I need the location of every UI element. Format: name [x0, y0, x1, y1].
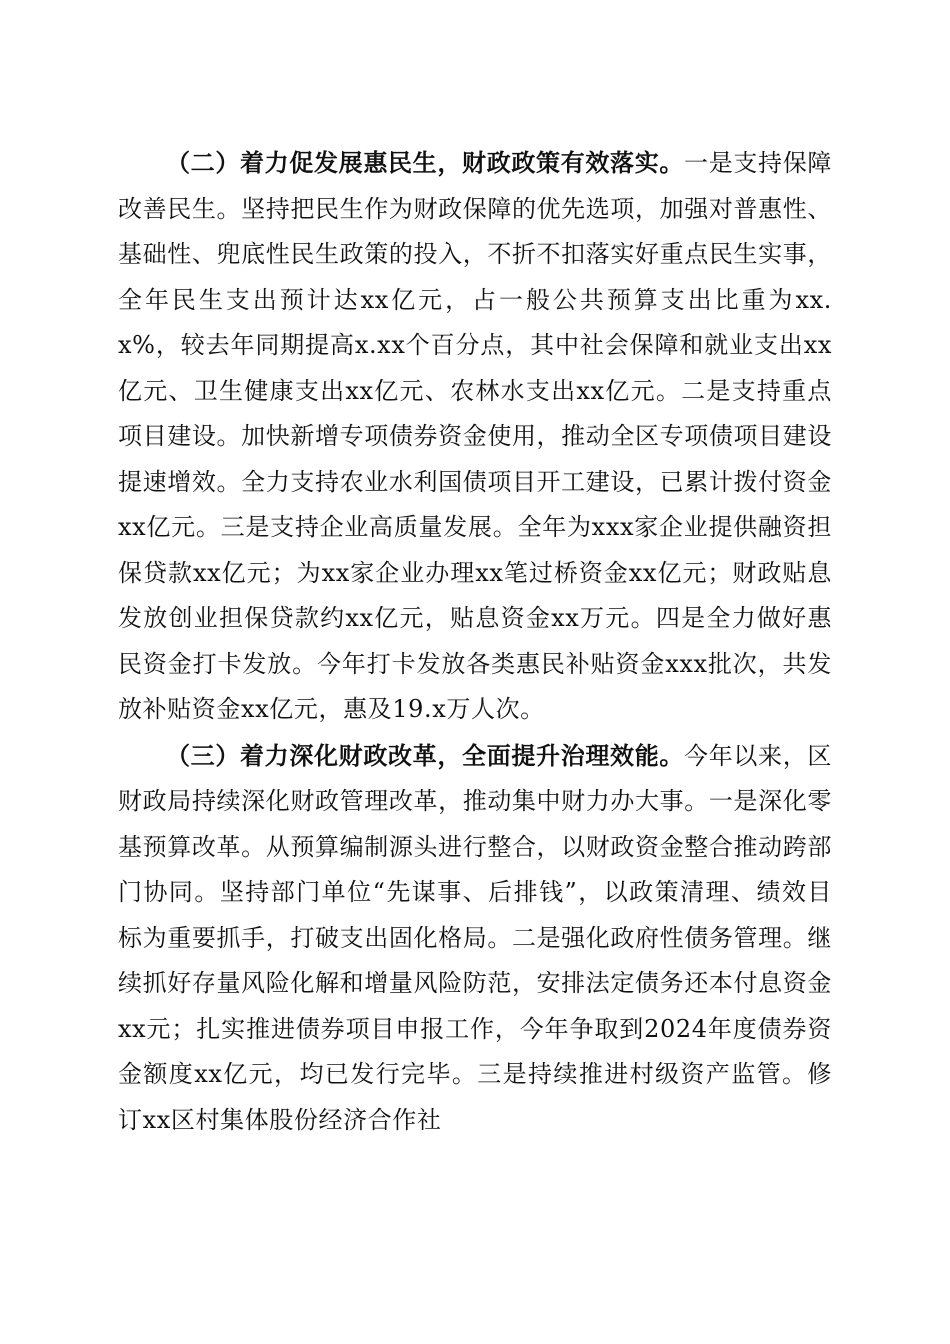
- paragraph-section-two: [118, 140, 832, 733]
- section-three-body: 今年以来，区财政局持续深化财政管理改革，推动集中财力办大事。一是深化零基预算改革。从预算编制源头进行整合，以财政资金整合推动跨部门协同。坚持部门单位“先谋事、后排钱”，以政策清理、绩效目标为重要抓手，打破支出固化格局。二是强化政府性债务管理。继续抓好存量风险化解和增量风险防范，安排法定债务还本付息资金xx元；扎实推进债券项目申报工作，今年争取到2024年度债券资金额度xx亿元，均已发行完毕。三是持续推进村级资产监管。修订xx区村集体股份经济合作社: [118, 741, 832, 1134]
- section-two-body: 一是支持保障改善民生。坚持把民生作为财政保障的优先选项，加强对普惠性、基础性、兜底性民生政策的投入，不折不扣落实好重点民生实事，全年民生支出预计达xx亿元，占一般公共预算支出比重为xx.x%，较去年同期提高x.xx个百分点，其中社会保障和就业支出xx亿元、卫生健康支出xx亿元、农林水支出xx亿元。二是支持重点项目建设。加快新增专项债券资金使用，推动全区专项债项目建设提速增效。全力支持农业水利国债项目开工建设，已累计拨付资金xx亿元。三是支持企业高质量发展。全年为xxx家企业提供融资担保贷款xx亿元；为xx家企业办理xx笔过桥资金xx亿元；财政贴息发放创业担保贷款约xx亿元，贴息资金xx万元。四是全力做好惠民资金打卡发放。今年打卡发放各类惠民补贴资金xxx批次，共发放补贴资金xx亿元，惠及19.x万人次。: [118, 149, 832, 723]
- section-two-heading: （二）着力促发展惠民生，财政政策有效落实。: [166, 148, 685, 177]
- document-body: [118, 140, 832, 1143]
- section-three-heading: （三）着力深化财政改革，全面提升治理效能。: [166, 740, 685, 770]
- paragraph-section-three: [118, 733, 832, 1144]
